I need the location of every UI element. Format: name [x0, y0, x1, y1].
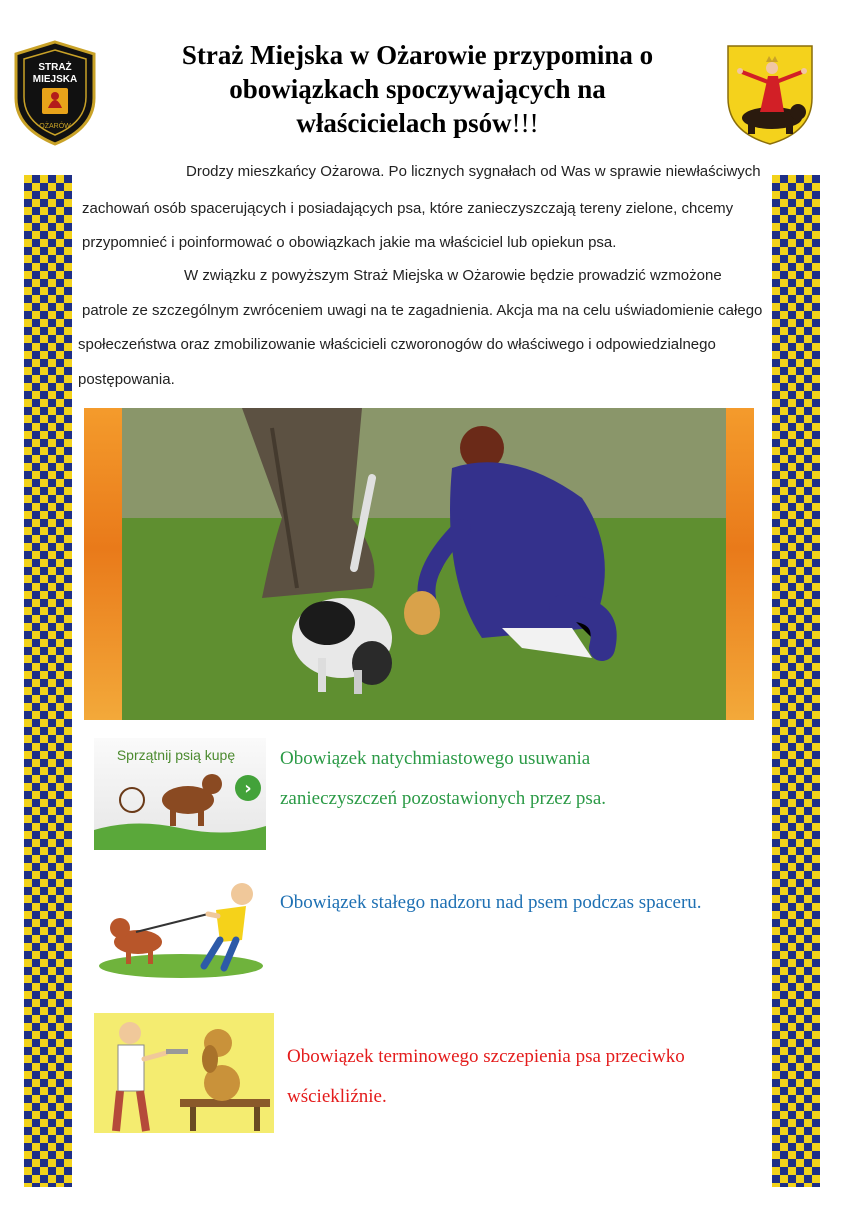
thumbnail-leash-walk	[96, 870, 266, 982]
intro-line: Drodzy mieszkańcy Ożarowa. Po licznych sygnałach od Was w sprawie niewłaściwych	[186, 163, 761, 180]
coat-of-arms	[722, 42, 818, 146]
duty-supervision-line: Obowiązek stałego nadzoru nad psem podczas spaceru.	[280, 892, 702, 913]
intro-line: patrole ze szczególnym zwróceniem uwagi na te zagadnienia. Akcja ma na celu uświadomienie całego	[82, 302, 763, 319]
duty-cleanup-line-1: Obowiązek natychmiastowego usuwania	[280, 748, 591, 769]
arrow-glyph: ›	[244, 778, 252, 799]
page-title	[120, 38, 715, 140]
logo-text-bottom: OŻARÓW	[39, 123, 71, 130]
intro-line: zachowań osób spacerujących i posiadających psa, które zanieczyszczają tereny zielone, chcemy	[82, 200, 734, 217]
intro-line: społeczeństwa oraz zmobilizowanie właścicieli czworonogów do właściwego i odpowiedzialnego	[78, 336, 716, 353]
intro-line: W związku z powyższym Straż Miejska w Ożarowie będzie prowadzić wzmożone	[184, 267, 722, 284]
duty-vaccination-line-1: Obowiązek terminowego szczepienia psa przeciwko	[287, 1046, 685, 1067]
intro-line: przypomnieć i poinformować o obowiązkach jakie ma właściciel lub opiekun psa.	[82, 234, 617, 251]
straz-miejska-logo	[12, 40, 98, 146]
main-photo	[84, 408, 754, 720]
checker-border-right	[772, 175, 820, 1187]
thumbnail-vaccination	[94, 1013, 274, 1133]
checker-border-left	[24, 175, 72, 1187]
title-line-3	[120, 106, 715, 140]
thumbnail-clean-up	[94, 738, 266, 850]
title-exclamation: !!!	[511, 108, 539, 138]
title-line-3-main: właścicielach psów	[296, 108, 512, 138]
duty-vaccination-line-2: wściekliźnie.	[287, 1086, 387, 1107]
thumbnail-caption: Sprzątnij psią kupę	[116, 747, 236, 763]
intro-line: postępowania.	[78, 371, 175, 388]
photo-dog-walker-scene	[122, 408, 726, 720]
duty-cleanup	[280, 739, 606, 819]
logo-text-mid: MIEJSKA	[32, 74, 78, 85]
title-line-2: obowiązkach spoczywających na	[229, 74, 606, 104]
duty-cleanup-line-2: zanieczyszczeń pozostawionych przez psa.	[280, 788, 606, 809]
title-line-1: Straż Miejska w Ożarowie przypomina o	[181, 40, 654, 70]
duty-vaccination	[287, 1037, 685, 1117]
logo-text-top: STRAŻ	[38, 62, 72, 73]
duty-supervision	[280, 883, 702, 923]
